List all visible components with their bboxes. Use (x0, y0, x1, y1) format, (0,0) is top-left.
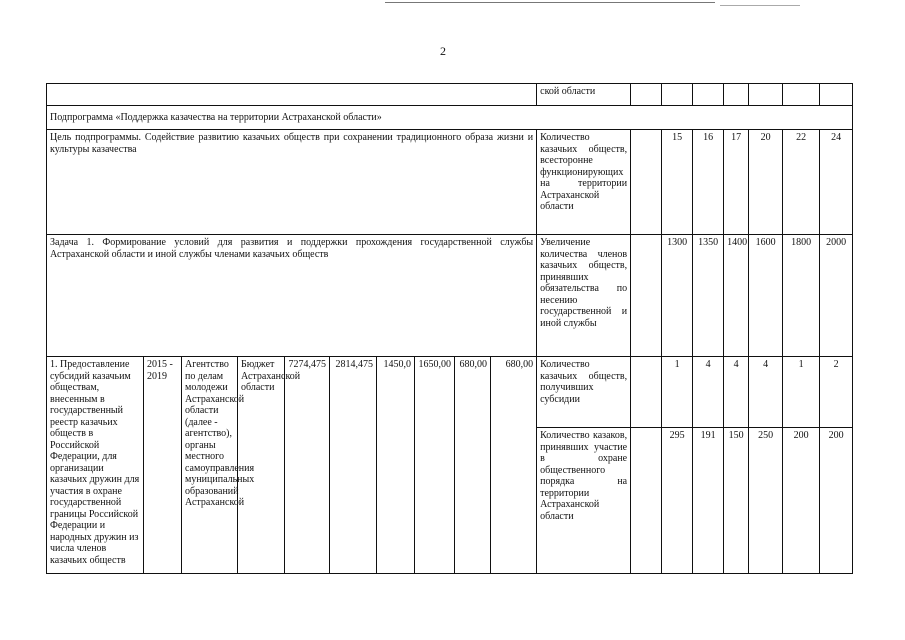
table-row (47, 357, 853, 428)
subprogram-title: Подпрограмма «Поддержка казачества на территории Астраханской области» (47, 106, 853, 130)
indicator-text: Количество казачьих обществ, получивших субсидии (537, 357, 631, 428)
goal-value: 15 (662, 130, 693, 235)
task-text: Задача 1. Формирование условий для развития и поддержки прохождения государственной службы Астраханской области и иной службы членами казачьих обществ (47, 235, 537, 357)
indicator-value: 2 (820, 357, 853, 428)
indicator-value: 250 (749, 428, 783, 574)
measure-name: 1. Предоставление субсидий казачьим обществам, внесенным в государственный реестр казачьих обществ в Российской Федерации, для организации казачьих дружин для участия в охране государственной границы Российской Федерации и народных дружин из числа членов казачьих обществ (47, 357, 144, 574)
indicator-continuation: ской области (537, 84, 631, 106)
program-table (46, 83, 853, 574)
measure-amount: 1450,0 (377, 357, 415, 574)
task-value: 1300 (662, 235, 693, 357)
table-row (47, 106, 853, 130)
goal-value: 20 (749, 130, 783, 235)
indicator-value: 200 (783, 428, 820, 574)
task-indicator: Увеличение количества членов казачьих обществ, принявших обязательства по несению государственной и иной службы (537, 235, 631, 357)
indicator-value: 4 (724, 357, 749, 428)
goal-value: 17 (724, 130, 749, 235)
table-row (47, 235, 853, 357)
goal-indicator: Количество казачьих обществ, всесторонне функционирующих на территории Астраханской области (537, 130, 631, 235)
indicator-value: 4 (693, 357, 724, 428)
table-cell (47, 84, 537, 106)
measure-executor: Агентство по делам молодежи Астраханской области (далее - агентство), органы местного самоуправления муниципальных образований Астраханской (182, 357, 238, 574)
indicator-text: Количество казаков, принявших участие в охране общественного порядка на территории Астраханской области (537, 428, 631, 574)
indicator-value: 4 (749, 357, 783, 428)
goal-text: Цель подпрограммы. Содействие развитию казачьих обществ при сохранении традиционного образа жизни и культуры казачества (47, 130, 537, 235)
task-value: 1600 (749, 235, 783, 357)
task-value: 1350 (693, 235, 724, 357)
measure-source: Бюджет Астраханской области (238, 357, 285, 574)
measure-amount: 2814,475 (330, 357, 377, 574)
task-value: 1800 (783, 235, 820, 357)
indicator-value: 1 (783, 357, 820, 428)
table-row (47, 84, 853, 106)
measure-amount: 1650,00 (415, 357, 455, 574)
measure-amount: 680,00 (455, 357, 491, 574)
page-number: 2 (440, 44, 446, 58)
table-row (47, 130, 853, 235)
indicator-value: 191 (693, 428, 724, 574)
task-value: 2000 (820, 235, 853, 357)
goal-value: 16 (693, 130, 724, 235)
goal-value: 22 (783, 130, 820, 235)
task-value: 1400 (724, 235, 749, 357)
measure-period: 2015 - 2019 (144, 357, 182, 574)
indicator-value: 295 (662, 428, 693, 574)
indicator-value: 150 (724, 428, 749, 574)
scan-top-line-short (720, 5, 800, 6)
indicator-value: 1 (662, 357, 693, 428)
scan-top-line (385, 2, 715, 3)
indicator-value: 200 (820, 428, 853, 574)
measure-amount: 680,00 (491, 357, 537, 574)
measure-amount: 7274,475 (285, 357, 330, 574)
goal-value: 24 (820, 130, 853, 235)
